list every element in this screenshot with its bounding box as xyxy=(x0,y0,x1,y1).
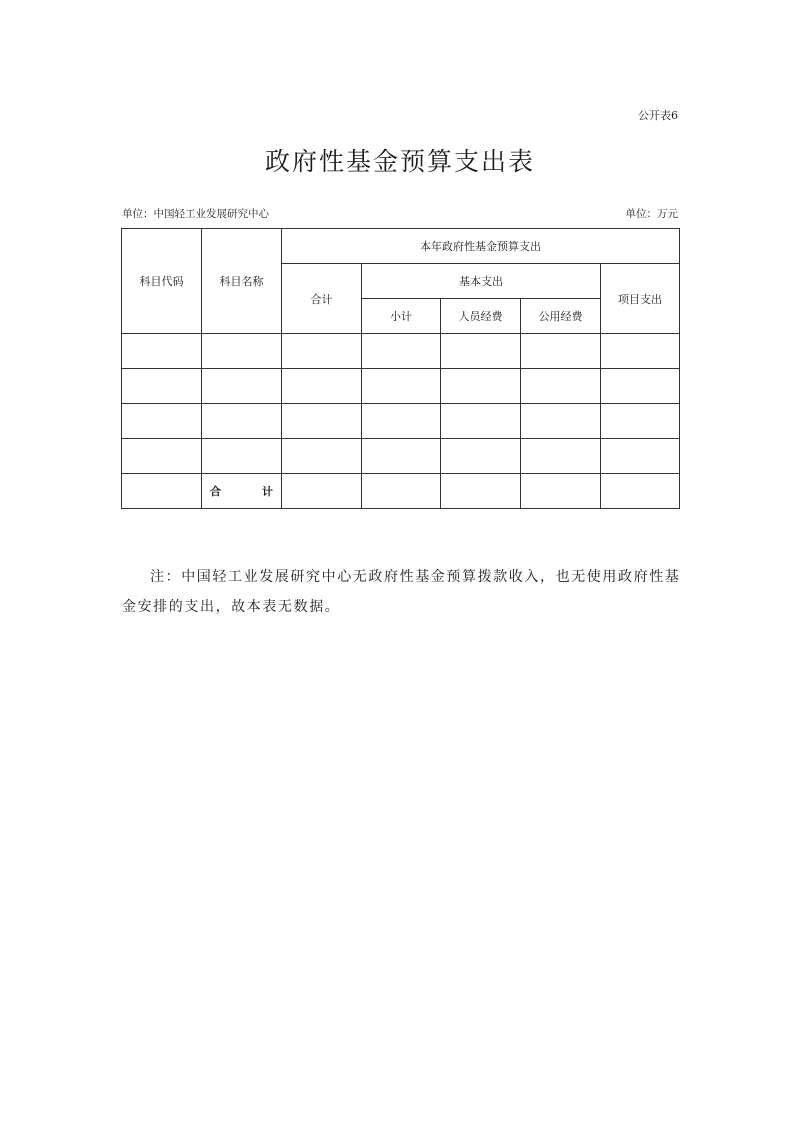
header-public: 公用经费 xyxy=(521,299,601,334)
unit-organization: 单位：中国轻工业发展研究中心 xyxy=(122,208,269,220)
table-row xyxy=(122,369,680,404)
table-cell xyxy=(202,369,282,404)
table-cell xyxy=(362,404,441,439)
table-cell xyxy=(521,369,601,404)
table-cell xyxy=(362,474,441,509)
table-cell xyxy=(521,404,601,439)
table-cell xyxy=(202,439,282,474)
table-cell xyxy=(521,334,601,369)
total-label xyxy=(202,474,282,509)
header-total: 合计 xyxy=(282,264,362,334)
table-cell xyxy=(362,439,441,474)
table-cell xyxy=(601,369,680,404)
table-cell xyxy=(282,334,362,369)
table-cell xyxy=(282,474,362,509)
page-title: 政府性基金预算支出表 xyxy=(264,147,535,176)
table-row xyxy=(122,404,680,439)
table-cell xyxy=(202,404,282,439)
table-cell xyxy=(441,334,521,369)
table-cell xyxy=(282,404,362,439)
table-cell xyxy=(601,474,680,509)
total-row xyxy=(122,474,680,509)
table-cell xyxy=(122,369,202,404)
table-cell xyxy=(362,334,441,369)
header-project: 项目支出 xyxy=(601,264,680,334)
header-code: 科目代码 xyxy=(122,229,202,334)
table-cell xyxy=(441,474,521,509)
table-cell xyxy=(521,439,601,474)
header-group-title: 本年政府性基金预算支出 xyxy=(282,229,680,264)
budget-table xyxy=(121,228,680,509)
table-cell xyxy=(282,439,362,474)
table-cell xyxy=(282,369,362,404)
table-cell xyxy=(122,439,202,474)
table-cell xyxy=(122,334,202,369)
total-label-left: 合 xyxy=(210,485,221,498)
table-cell xyxy=(122,474,202,509)
total-label-right: 计 xyxy=(262,485,273,498)
table-row xyxy=(122,334,680,369)
table-row xyxy=(122,439,680,474)
table-cell xyxy=(122,404,202,439)
table-cell xyxy=(601,334,680,369)
table-cell xyxy=(441,369,521,404)
unit-currency: 单位：万元 xyxy=(625,208,678,220)
header-basic: 基本支出 xyxy=(362,264,601,299)
table-cell xyxy=(601,404,680,439)
table-cell xyxy=(441,439,521,474)
table-cell xyxy=(601,439,680,474)
table-cell xyxy=(202,334,282,369)
header-subtotal: 小计 xyxy=(362,299,441,334)
header-personnel: 人员经费 xyxy=(441,299,521,334)
table-cell xyxy=(521,474,601,509)
footnote: 注：中国轻工业发展研究中心无政府性基金预算拨款收入，也无使用政府性基金安排的支出，故本表无数据。 xyxy=(122,569,681,615)
header-name: 科目名称 xyxy=(202,229,282,334)
page-label: 公开表6 xyxy=(638,109,678,122)
table-cell xyxy=(362,369,441,404)
table-cell xyxy=(441,404,521,439)
